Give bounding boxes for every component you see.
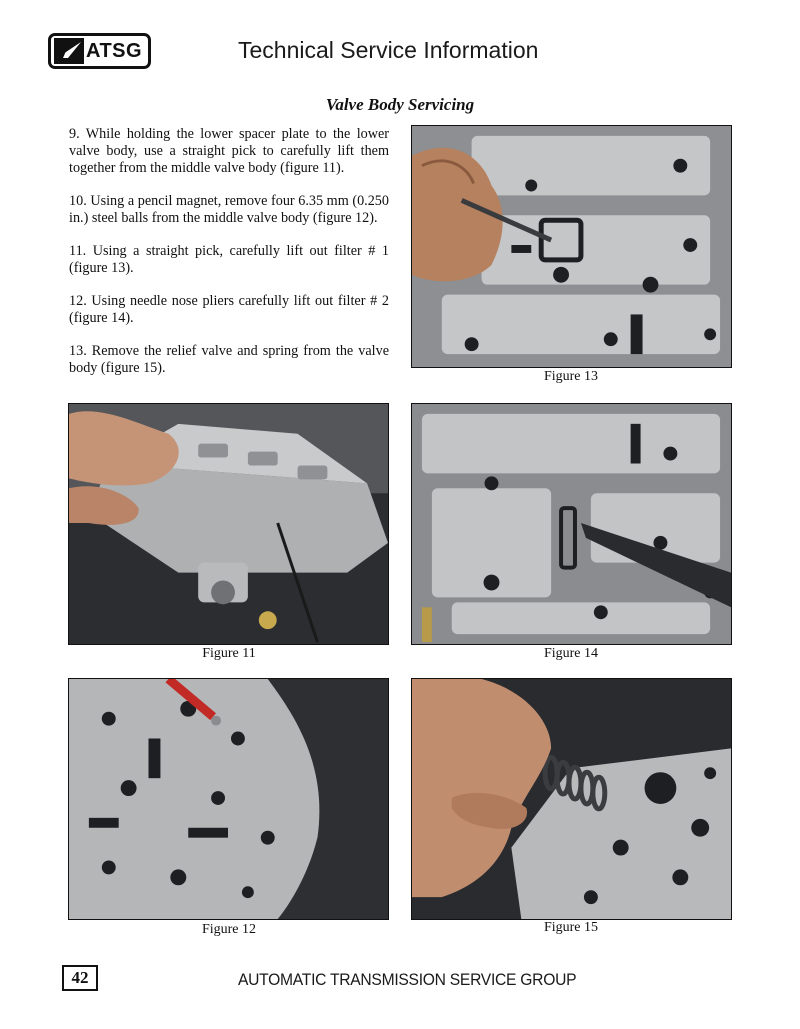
figure-11-photo [68, 403, 389, 645]
footer-text: AUTOMATIC TRANSMISSION SERVICE GROUP [238, 970, 577, 989]
figure-13-caption: Figure 13 [543, 369, 599, 384]
figure-12-caption: Figure 12 [201, 922, 257, 937]
step-11: 11. Using a straight pick, carefully lift out filter # 1 (figure 13). [69, 243, 389, 276]
step-10: 10. Using a pencil magnet, remove four 6.35 mm (0.250 in.) steel balls from the middle valve body (figure 12). [69, 193, 389, 226]
figure-15-caption: Figure 15 [543, 920, 599, 935]
step-13: 13. Remove the relief valve and spring from the valve body (figure 15). [69, 343, 389, 376]
figure-14-photo [411, 403, 732, 645]
header-title: Technical Service Information [238, 37, 539, 63]
figure-15-photo [411, 678, 732, 920]
steps-text [69, 126, 389, 393]
logo-text: ATSG [86, 39, 143, 62]
figure-14-caption: Figure 14 [543, 646, 599, 661]
atsg-logo [48, 33, 151, 69]
figure-13-photo [411, 125, 732, 368]
step-9: 9. While holding the lower spacer plate to the lower valve body, use a straight pick to carefully lift them together from the middle valve body (figure 11). [69, 126, 389, 176]
page-number: 42 [62, 965, 98, 991]
atsg-logo-icon [54, 36, 84, 66]
figure-12-photo [68, 678, 389, 920]
figure-11-caption: Figure 11 [202, 646, 256, 661]
section-title: Valve Body Servicing [325, 95, 475, 114]
step-12: 12. Using needle nose pliers carefully lift out filter # 2 (figure 14). [69, 293, 389, 326]
